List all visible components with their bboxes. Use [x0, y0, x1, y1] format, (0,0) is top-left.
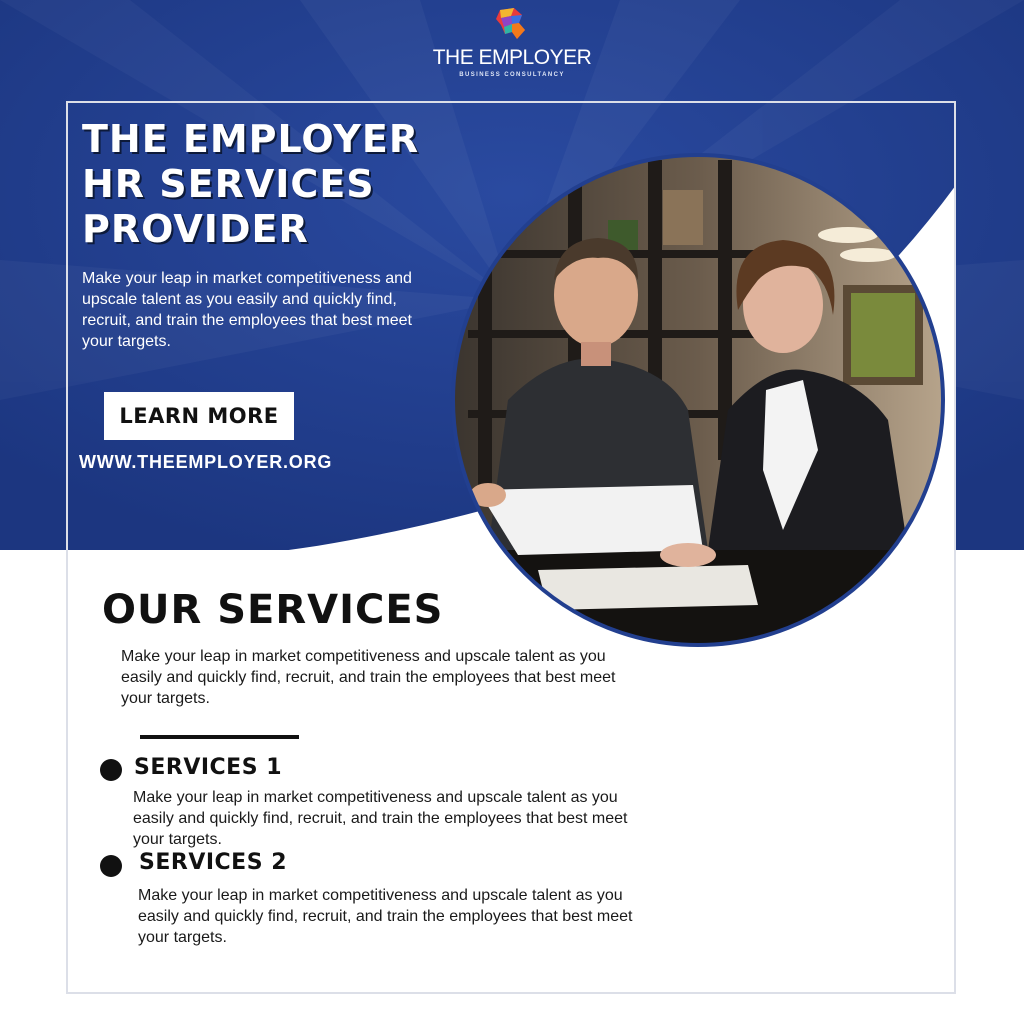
service-2-description: Make your leap in market competitiveness and upscale talent as you easily and quickly find, recruit, and train the employees that best meet your targets.: [138, 887, 633, 946]
services-description: Make your leap in market competitiveness and upscale talent as you easily and quickly find, recruit, and train the employees that best meet your targets.: [121, 648, 616, 707]
bullet-dot-icon: [100, 855, 122, 877]
learn-more-button[interactable]: LEARN MORE: [104, 392, 294, 440]
brand-logo[interactable]: [412, 6, 612, 90]
hero-title: THE EMPLOYER HR SERVICES PROVIDER: [82, 117, 420, 251]
services-title: OUR SERVICES: [102, 587, 444, 633]
team-photo: [448, 150, 948, 650]
service-2-title: SERVICES 2: [139, 850, 288, 875]
service-1-title: SERVICES 1: [134, 755, 283, 780]
section-divider: [140, 735, 299, 739]
website-link[interactable]: WWW.THEEMPLOYER.ORG: [79, 452, 333, 472]
map-logo-icon: [492, 6, 532, 42]
service-1-description: Make your leap in market competitiveness and upscale talent as you easily and quickly find, recruit, and train the employees that best meet your targets.: [133, 789, 628, 848]
brand-tagline: BUSINESS CONSULTANCY: [459, 72, 565, 78]
hero-description: Make your leap in market competitiveness and upscale talent as you easily and quickly find, recruit, and train the employees that best meet your targets.: [82, 270, 412, 350]
brand-name: THE EMPLOYER: [432, 46, 592, 69]
bullet-dot-icon: [100, 759, 122, 781]
